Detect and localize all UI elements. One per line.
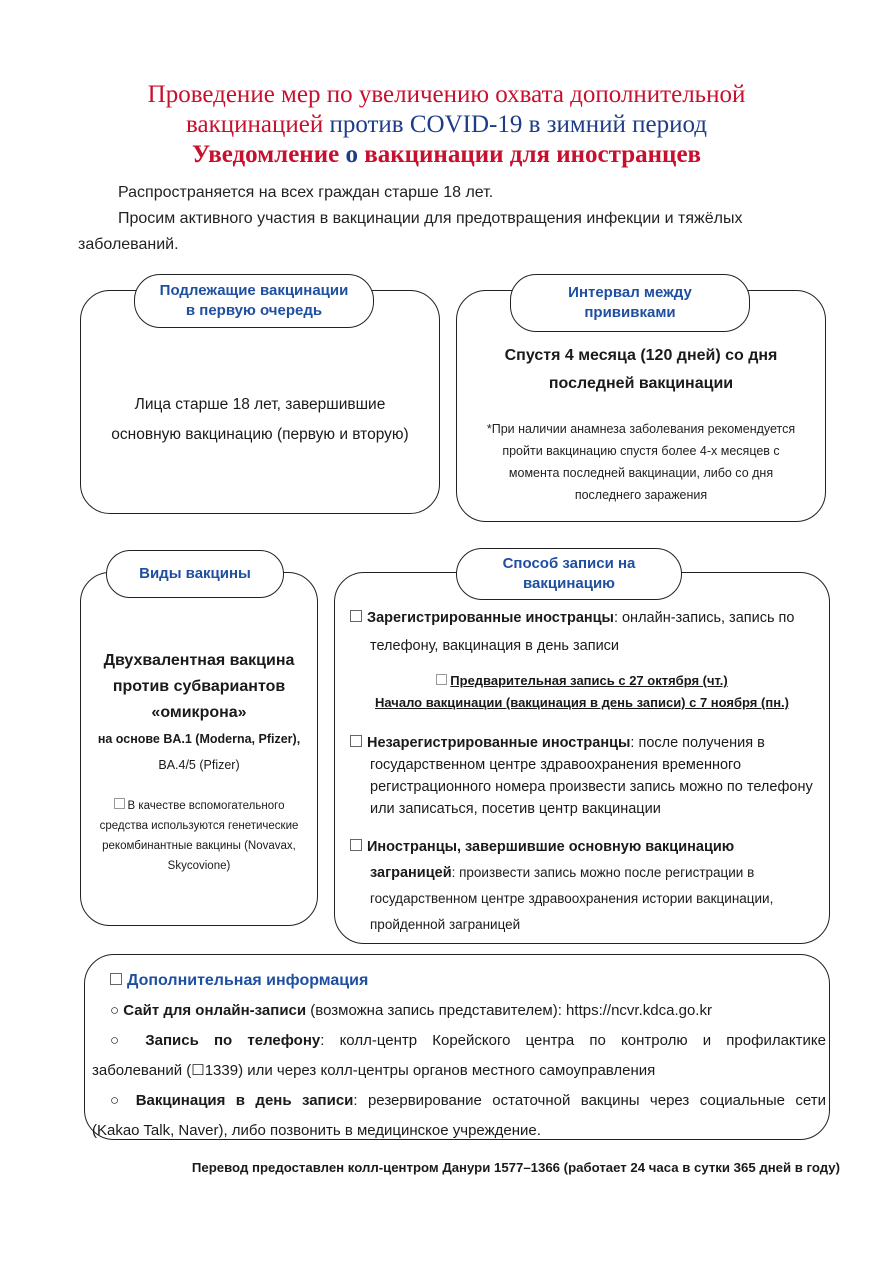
interval-label-2: прививками <box>584 304 676 321</box>
booking-abroad-text-2: государственном центре здравоохранения истории вакцинации, <box>370 891 774 906</box>
vaccines-main-3: «омикрона» <box>151 704 247 721</box>
extra-day-1: ○ Вакцинация в день записи: резервирование остаточной вакцины через социальные сети <box>110 1092 826 1109</box>
interval-main <box>456 342 826 398</box>
interval-note-2: пройти вакцинацию спустя более 4-х месяцев с <box>502 444 780 458</box>
intro-text <box>78 180 838 258</box>
booking-abroad-head-2: заграницей <box>370 865 452 881</box>
vaccines-main-2: против субвариантов <box>112 678 286 695</box>
booking-abroad-text-3: пройденной заграницей <box>370 917 521 932</box>
priority-text <box>80 390 440 450</box>
vaccines-note-1 <box>80 796 318 816</box>
title-line-3b: о <box>345 141 358 168</box>
booking-pre-line <box>334 670 830 692</box>
booking-label <box>456 548 682 600</box>
vaccines-label <box>106 550 284 598</box>
vaccines-note <box>80 796 318 876</box>
booking-registered-head: Зарегистрированные иностранцы <box>367 610 614 626</box>
extra-day-text-1: : резервирование остаточной вакцины через социальные сети <box>353 1092 826 1109</box>
checkbox-icon <box>350 610 362 622</box>
booking-label-2: вакцинацию <box>523 575 615 592</box>
booking-unregistered-text-3: регистрационного номера произвести запись можно по телефону <box>370 779 813 795</box>
extra-phone-2: заболеваний (☐1339) или через колл-центры органов местного самоуправления <box>92 1062 656 1079</box>
interval-label-1: Интервал между <box>568 284 692 301</box>
intro-line-2: Просим активного участия в вакцинации для предотвращения инфекции и тяжёлых <box>118 210 743 227</box>
vaccines-note-1-text: В качестве вспомогательного <box>127 800 285 812</box>
extra-header <box>92 966 826 996</box>
booking-pre-text: Предварительная запись с 27 октября (чт.) <box>450 673 728 688</box>
booking-unregistered-text-4: или записаться, посетив центр вакцинации <box>370 801 661 817</box>
extra-phone-label: Запись по телефону <box>145 1032 321 1049</box>
intro-line-3: заболеваний. <box>78 236 179 253</box>
vaccines-note-4: Skycovione) <box>167 860 231 872</box>
vaccines-base <box>80 726 318 778</box>
title-line-1: Проведение мер по увеличению охвата дополнительной <box>147 81 746 108</box>
booking-registered-line-1 <box>350 604 826 632</box>
vaccines-label-text: Виды вакцины <box>139 565 251 582</box>
vaccines-base-1: на основе BA.1 (Moderna, Pfizer), <box>97 732 301 746</box>
title-line-3c: вакцинации для иностранцев <box>357 141 702 168</box>
extra-header-text: Дополнительная информация <box>127 972 369 989</box>
booking-label-1: Способ записи на <box>502 555 636 572</box>
checkbox-icon <box>350 735 362 747</box>
priority-label-1: Подлежащие вакцинации <box>159 282 349 299</box>
booking-unregistered <box>350 732 826 820</box>
title-line-2 <box>0 110 893 140</box>
booking-unregistered-text-2: государственном центре здравоохранения временного <box>370 757 742 773</box>
checkbox-icon <box>436 674 447 685</box>
extra-site-label: Сайт для онлайн-записи <box>123 1002 307 1019</box>
booking-start-line: Начало вакцинации (вакцинация в день записи) с 7 ноября (пн.) <box>375 695 789 710</box>
title-line-2a: вакцинацией <box>186 111 324 138</box>
interval-main-1: Спустя 4 месяца (120 дней) со дня <box>504 347 778 364</box>
booking-abroad-line-1 <box>350 834 826 860</box>
booking-registered-text-1: : онлайн-запись, запись по <box>613 610 795 626</box>
title-line-2b: против COVID-19 в зимний период <box>323 111 707 138</box>
vaccines-main <box>80 648 318 726</box>
intro-line-1: Распространяется на всех граждан старше 18 лет. <box>118 184 494 201</box>
vaccines-note-2: средства используются генетические <box>99 820 299 832</box>
vaccines-base-2: BA.4/5 (Pfizer) <box>158 758 240 772</box>
booking-pre <box>334 670 830 714</box>
vaccines-main-1: Двухвалентная вакцина <box>103 652 295 669</box>
checkbox-icon <box>110 973 122 985</box>
booking-unregistered-text-1: : после получения в <box>630 735 765 751</box>
extra-day-2: (Kakao Talk, Naver), либо позвонить в медицинское учреждение. <box>92 1122 541 1139</box>
booking-abroad <box>350 834 826 938</box>
extra-site: ○ Сайт для онлайн-записи (возможна запись представителем): https://ncvr.kdca.go.kr <box>110 1002 712 1019</box>
booking-registered <box>350 604 826 660</box>
checkbox-icon <box>114 798 125 809</box>
booking-abroad-text-1: : произвести запись можно после регистрации в <box>451 865 755 880</box>
extra-content <box>92 966 826 1146</box>
interval-note-1: *При наличии анамнеза заболевания рекомендуется <box>486 422 796 436</box>
extra-site-text: (возможна запись представителем): https://ncvr.kdca.go.kr <box>306 1002 712 1019</box>
checkbox-icon <box>350 839 362 851</box>
title-line-3a: Уведомление <box>191 141 346 168</box>
priority-label-2: в первую очередь <box>185 302 323 319</box>
extra-day-label: Вакцинация в день записи <box>135 1092 354 1109</box>
priority-text-1: Лица старше 18 лет, завершившие <box>134 396 386 413</box>
interval-note-4: последнего заражения <box>574 488 708 502</box>
vaccines-note-3: рекомбинантные вакцины (Novavax, <box>102 840 296 852</box>
booking-unregistered-head: Незарегистрированные иностранцы <box>367 735 631 751</box>
page-title <box>0 80 893 170</box>
booking-abroad-head-1: Иностранцы, завершившие основную вакцинацию <box>367 839 735 855</box>
booking-unregistered-line-1 <box>350 732 826 754</box>
interval-label <box>510 274 750 332</box>
priority-text-2: основную вакцинацию (первую и вторую) <box>111 426 409 443</box>
interval-note-3: момента последней вакцинации, либо со дня <box>508 466 774 480</box>
extra-phone-text-1: : колл-центр Корейского центра по контролю и профилактике <box>320 1032 826 1049</box>
footer: Перевод предоставлен колл-центром Данури 1577–1366 (работает 24 часа в сутки 365 дней в году) <box>191 1160 840 1175</box>
extra-phone-1: ○ Запись по телефону: колл-центр Корейского центра по контролю и профилактике <box>110 1032 826 1049</box>
booking-abroad-line-2 <box>350 860 826 886</box>
interval-note <box>456 418 826 506</box>
booking-registered-text-2: телефону, вакцинация в день записи <box>370 638 620 654</box>
priority-label <box>134 274 374 328</box>
title-line-3 <box>0 140 893 170</box>
interval-main-2: последней вакцинации <box>548 375 734 392</box>
